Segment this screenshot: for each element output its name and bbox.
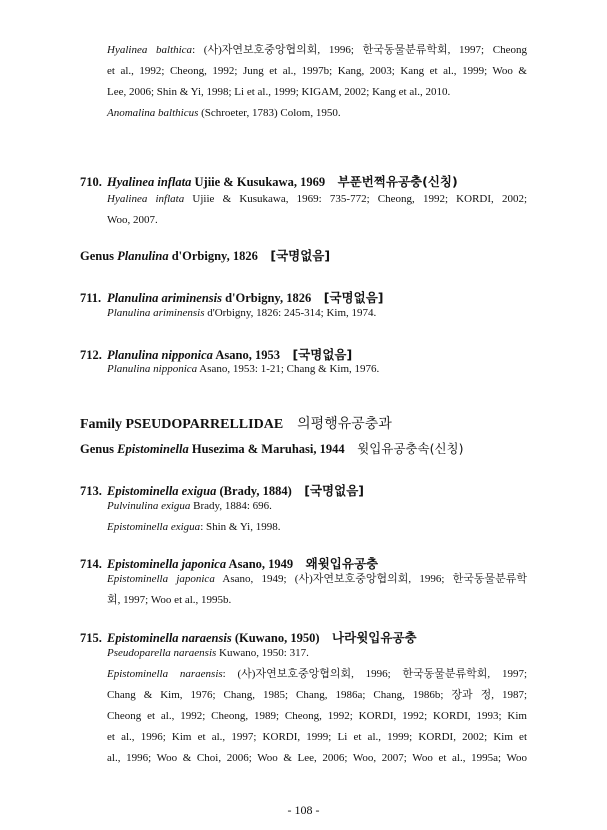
korean-name: 왜윗입유공충 bbox=[305, 556, 379, 571]
species-name: Epistominella exigua bbox=[107, 484, 217, 498]
korean-name: 나라윗입유공충 bbox=[332, 630, 417, 645]
genus-label: Genus bbox=[80, 442, 118, 456]
entry-number: 714. bbox=[80, 557, 102, 571]
synonym-name: Planulina ariminensis bbox=[107, 307, 205, 319]
korean-name: [국명없음] bbox=[292, 347, 353, 362]
entry-number: 710. bbox=[80, 175, 102, 189]
species-entry-710 bbox=[80, 172, 458, 190]
citation-block-712 bbox=[107, 359, 527, 380]
synonym-name: Planulina nipponica bbox=[107, 363, 198, 375]
citation-block-713 bbox=[107, 496, 527, 538]
species-name: Epistominella japonica bbox=[107, 557, 227, 571]
synonym-name: Epistominella exigua bbox=[107, 521, 201, 533]
family-name: PSEUDOPARRELLIDAE bbox=[125, 417, 284, 432]
family-heading bbox=[80, 413, 392, 433]
citation-text: : (사)자연보호중앙협의회, 1996; 한국동물분류학회, 1997; Cheong bbox=[192, 44, 527, 56]
synonym-name: Hyalinea balthica bbox=[107, 44, 193, 56]
genus-author: d'Orbigny, 1826 bbox=[168, 249, 258, 263]
synonym-name: Pulvinulina exigua bbox=[107, 500, 191, 512]
citation-block-715 bbox=[107, 643, 527, 769]
citation-text: Chang & Kim, 1976; Chang, 1985; Chang, 1986a; Chang, 1986b; 장과 정, 1987; bbox=[107, 689, 527, 701]
species-name: Planulina ariminensis bbox=[107, 291, 222, 305]
citation-text: 회, 1997; Woo et al., 1995b. bbox=[107, 594, 232, 606]
korean-name: [국명없음] bbox=[270, 248, 331, 263]
korean-name: [국명없음] bbox=[304, 483, 364, 498]
citation-text: : (사)자연보호중앙협의회, 1996; 한국동물분류학회, 1997; bbox=[222, 668, 528, 680]
species-name: Epistominella naraensis bbox=[107, 631, 232, 645]
synonym-name: Anomalina balthicus bbox=[107, 107, 199, 119]
species-name: Hyalinea inflata bbox=[107, 175, 192, 189]
citation-block-hyalinea-balthica bbox=[107, 40, 527, 124]
citation-block-711 bbox=[107, 303, 527, 324]
citation-text: Ujiie & Kusukawa, 1969: 735-772; Cheong, 1992; KORDI, 2002; bbox=[184, 193, 527, 205]
citation-text: et al., 1992; Cheong, 1992; Jung et al., 1997b; Kang, 2003; Kang et al., 1999; Woo & bbox=[107, 65, 527, 77]
citation-text: Cheong et al., 1992; Cheong, 1989; Cheong, 1992; KORDI, 1992; KORDI, 1993; Kim bbox=[107, 710, 527, 722]
species-author: (Brady, 1884) bbox=[216, 484, 292, 498]
citation-text: d'Orbigny, 1826: 245-314; Kim, 1974. bbox=[204, 307, 377, 319]
synonym-name: Epistominella naraensis bbox=[107, 668, 223, 680]
synonym-name: Epistominella japonica bbox=[107, 573, 215, 585]
entry-number: 712. bbox=[80, 348, 102, 362]
korean-name: 의평행유공충과 bbox=[297, 416, 392, 432]
citation-text: et al., 1996; Kim et al., 1997; KORDI, 1999; Li et al., 1999; KORDI, 2002; Kim et bbox=[107, 731, 527, 743]
citation-text: Brady, 1884: 696. bbox=[190, 500, 272, 512]
entry-number: 711. bbox=[80, 291, 102, 305]
genus-name: Planulina bbox=[117, 249, 169, 263]
citation-block-714 bbox=[107, 569, 527, 611]
species-author: Ujiie & Kusukawa, 1969 bbox=[191, 175, 326, 189]
genus-author: Husezima & Maruhasi, 1944 bbox=[188, 442, 345, 456]
citation-text: : Shin & Yi, 1998. bbox=[200, 521, 281, 533]
genus-label: Genus bbox=[80, 249, 118, 263]
korean-name: [국명없음] bbox=[323, 290, 384, 305]
genus-heading-planulina bbox=[80, 246, 330, 264]
entry-number: 715. bbox=[80, 631, 102, 645]
family-label: Family bbox=[80, 417, 126, 432]
species-author: (Kuwano, 1950) bbox=[231, 631, 320, 645]
citation-block-710 bbox=[107, 189, 527, 231]
citation-text: Woo, 2007. bbox=[107, 214, 158, 226]
synonym-name: Pseudoparella naraensis bbox=[107, 647, 217, 659]
species-name: Planulina nipponica bbox=[107, 348, 213, 362]
species-author: Asano, 1953 bbox=[212, 348, 280, 362]
synonym-name: Hyalinea inflata bbox=[107, 193, 185, 205]
citation-text: (Schroeter, 1783) Colom, 1950. bbox=[198, 107, 341, 119]
korean-name: 부푼번쩍유공충(신칭) bbox=[337, 174, 458, 189]
citation-text: Lee, 2006; Shin & Yi, 1998; Li et al., 1999; KIGAM, 2002; Kang et al., 2010. bbox=[107, 86, 451, 98]
citation-text: al., 1996; Woo & Choi, 2006; Woo & Lee, 2006; Woo, 2007; Woo et al., 1995a; Woo bbox=[107, 752, 527, 764]
korean-name: 윗입유공충속(신칭) bbox=[357, 441, 464, 456]
citation-text: Asano, 1953: 1-21; Chang & Kim, 1976. bbox=[197, 363, 380, 375]
citation-text: Kuwano, 1950: 317. bbox=[216, 647, 309, 659]
page-number: - 108 - bbox=[287, 803, 320, 817]
entry-number: 713. bbox=[80, 484, 102, 498]
citation-text: Asano, 1949; (사)자연보호중앙협의회, 1996; 한국동물분류학 bbox=[214, 573, 527, 585]
genus-heading-epistominella bbox=[80, 439, 463, 457]
genus-name: Epistominella bbox=[117, 442, 189, 456]
species-author: Asano, 1949 bbox=[226, 557, 294, 571]
species-author: d'Orbigny, 1826 bbox=[221, 291, 312, 305]
